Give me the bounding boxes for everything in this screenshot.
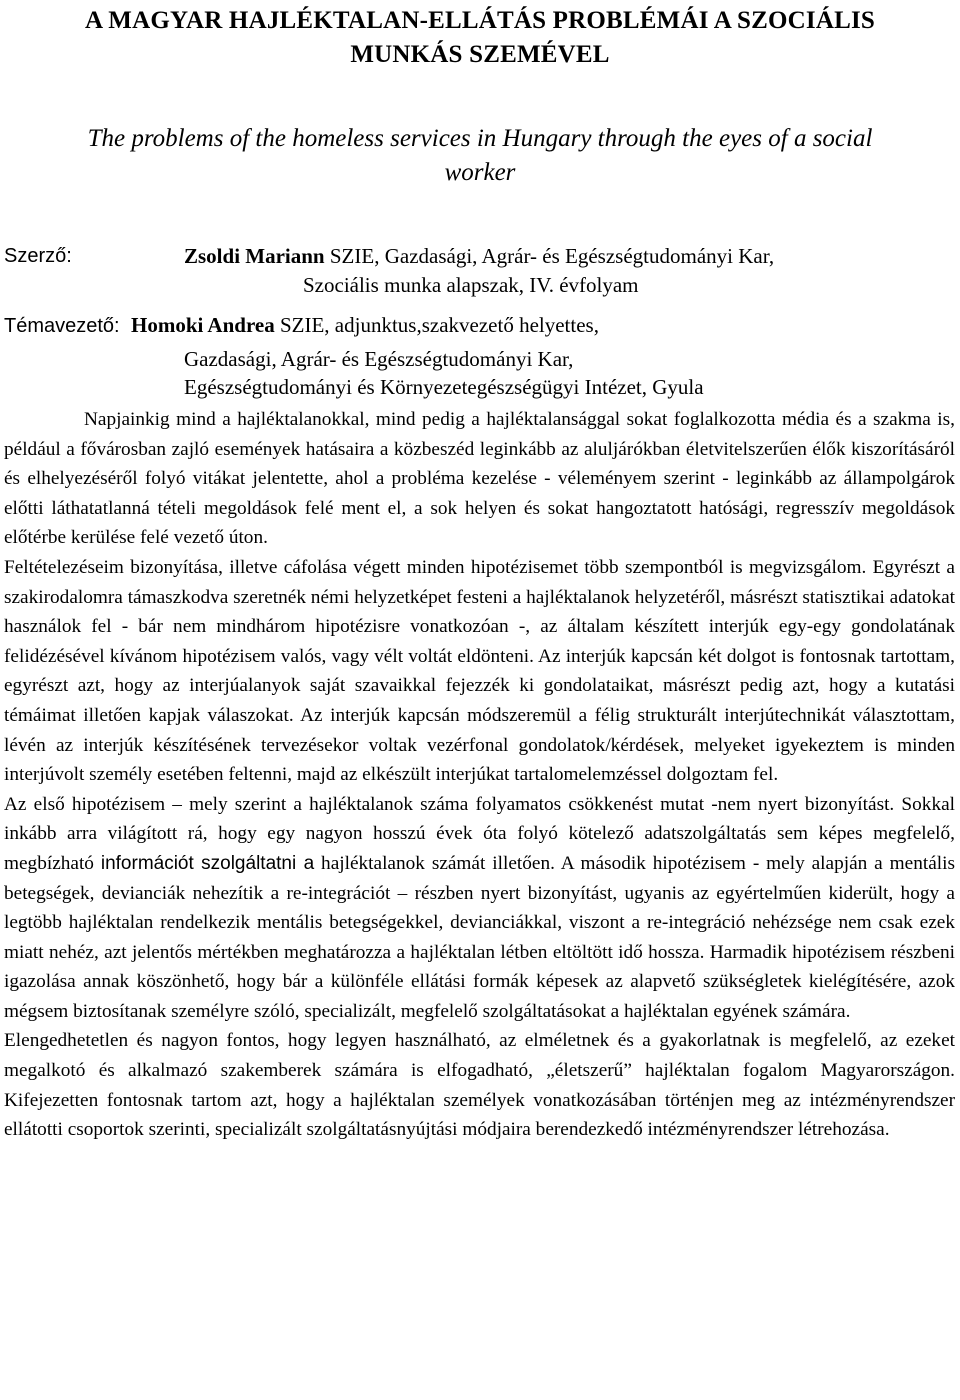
supervisor-label: Témavezető: — [4, 315, 120, 337]
author-label: Szerző: — [4, 245, 72, 267]
abstract-paragraph-3-part-a: Az első hipotézisem – mely szerint a hajléktalanok száma folyamatos csökkenést mutat -nem nyert bizonyítást. Sokkal inkább arra világított rá, hogy egy nagyon hosszú évek óta folyó kötelező adatszolgáltatás sem képes megfelelő, megbízható — [4, 793, 955, 874]
subtitle-line-2: worker — [444, 159, 516, 186]
abstract-body — [4, 405, 955, 1145]
subtitle-line-1: The problems of the homeless services in Hungary through the eyes of a social — [87, 125, 873, 152]
supervisor-line-3: Egészségtudományi és Környezetegészségügyi Intézet, Gyula — [184, 375, 704, 399]
abstract-paragraph-2: Feltételezéseim bizonyítása, illetve cáfolása végett minden hipotézisemet több szempontból is megvizsgálom. Egyrészt a szakirodalomra támaszkodva szeretnék némi helyzetképet festeni a hajléktalanok helyzetéről, másrészt statisztikai adatokat használok fel - bár nem mindhárom hipotézisre vonatkozóan -, az általam készített interjúk egy-egy gondolatának felidézésével kívánom hipotézisem valós, vagy vélt voltát eldönteni. Az interjúk kapcsán két dolgot is fontosnak tartottam, egyrészt azt, hogy az interjúalanyok saját szavaikkal fejezzék ki gondolataikat, másrészt pedig azt, hogy a kutatási témáimat illetően kapjak válaszokat. Az interjúk kapcsán módszeremül a félig strukturált interjútechnikát választottam, lévén az interjúk készítésének tervezésekor voltak vezérfonal gondolatok/kérdések, melyeket igyekeztem is minden interjúvolt személy esetében feltenni, majd az elkészült interjúkat tartalomelemzéssel dolgoztam fel. — [4, 556, 955, 786]
supervisor-line-2: Gazdasági, Agrár- és Egészségtudományi Kar, — [184, 347, 574, 371]
title-line-1: A MAGYAR HAJLÉKTALAN-ELLÁTÁS PROBLÉMÁI A SZOCIÁLIS — [84, 7, 876, 34]
document-title — [0, 4, 960, 72]
author-line-1 — [184, 242, 774, 270]
author-line-2: Szociális munka alapszak, IV. évfolyam — [303, 273, 639, 297]
abstract-paragraph-1: Napjainkig mind a hajléktalanokkal, mind pedig a hajléktalansággal sokat foglalkozotta média és a szakma is, például a fővárosban zajló események hatásaira a közbeszéd leginkább az aluljárókban életvitelszerűen élők kiszorításáról és elhelyezéséről folyó vitákat jelentette, ahol a probléma kezelése - véleményem szerint - leginkább az állampolgárok előtti láthatatlanná tételi megoldások felé ment el, a sok helyen és sokat hangoztatott hatósági, regresszív megoldások előtérbe kerülése felé vezető úton. — [4, 409, 955, 549]
author-name: Zsoldi Mariann — [184, 244, 325, 268]
supervisor-name: Homoki Andrea — [131, 313, 275, 337]
english-subtitle — [0, 122, 960, 190]
abstract-paragraph-3-sans-phrase: információt szolgáltatni a — [100, 852, 315, 874]
supervisor-affiliation: SZIE, adjunktus,szakvezető helyettes, — [274, 313, 599, 337]
author-affiliation: SZIE, Gazdasági, Agrár- és Egészségtudományi Kar, — [324, 244, 775, 268]
abstract-paragraph-4: Elengedhetetlen és nagyon fontos, hogy legyen használható, az elméletnek és a gyakorlatnak is megfelelő, az ezeket megalkotó és alkalmazó szakemberek számára is elfogadható, „életszerű” hajléktalan fogalom Magyarországon. Kifejezetten fontosnak tartom azt, hogy a hajléktalan személyek vonatkozásában történjen meg az intézményrendszer ellátotti csoportok szerinti, specializált szolgáltatásnyújtási módjaira berendezkedő intézményrendszer létrehozása. — [4, 1030, 955, 1141]
title-line-2: MUNKÁS SZEMÉVEL — [350, 41, 610, 68]
abstract-paragraph-3 — [4, 790, 955, 1027]
supervisor-line-1 — [131, 311, 599, 339]
abstract-paragraph-3-part-b: hajléktalanok számát illetően. A második hipotézisem - mely alapján a mentális betegségek, devianciák nehezítik a re-integrációt – részben nyert bizonyítást, ugyanis az egyértelműen kiderült, hogy a legtöbb hajléktalan rendelkezik mentális betegségekkel, devianciákkal, viszont a re-integráció nehézsége nem csak ezek miatt nehéz, azt jelentős mértékben meghatározza a hajléktalan létben eltöltött idő hossza. Harmadik hipotézisem részbeni igazolása annak köszönhető, hogy bár a különféle ellátási formák képesek az alapvető szükségletek kielégítésére, azok mégsem biztosítanak személyre szóló, specializált, megfelelő szolgáltatásokat a hajléktalan egyének számára. — [4, 852, 955, 1022]
